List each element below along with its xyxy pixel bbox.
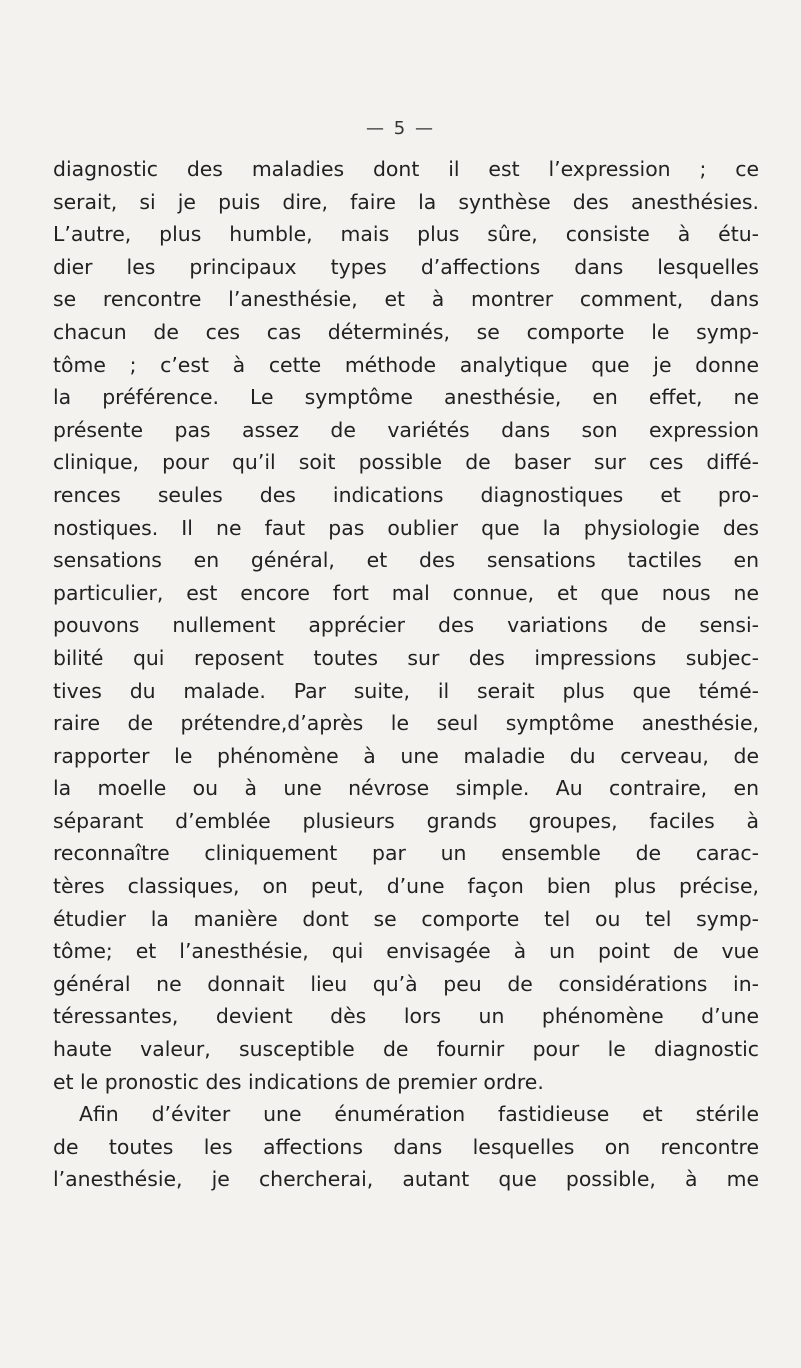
text-line: Afin d’éviter une énumération fastidieuse et stérile <box>79 1102 759 1127</box>
text-line: serait, si je puis dire, faire la synthèse des anesthésies. <box>53 189 759 214</box>
text-line: étudier la manière dont se comporte tel ou tel symp- <box>53 906 759 931</box>
text-line: nostiques. Il ne faut pas oublier que la physiologie des <box>53 515 759 540</box>
paragraph-1 <box>53 153 759 1098</box>
text-line: séparant d’emblée plusieurs grands groupes, faciles à <box>53 808 759 833</box>
text-line: rences seules des indications diagnostiques et pro- <box>53 482 759 507</box>
text-line: général ne donnait lieu qu’à peu de considérations in- <box>53 971 759 996</box>
text-line: présente pas assez de variétés dans son expression <box>53 417 759 442</box>
text-line: tôme ; c’est à cette méthode analytique que je donne <box>53 352 759 377</box>
paragraph-2 <box>53 1098 759 1196</box>
text-line: dier les principaux types d’affections dans lesquelles <box>53 254 759 279</box>
text-line: pouvons nullement apprécier des variations de sensi- <box>53 613 759 638</box>
text-line: l’anesthésie, je chercherai, autant que possible, à me <box>53 1167 759 1192</box>
text-line: L’autre, plus humble, mais plus sûre, consiste à étu- <box>53 222 759 247</box>
body-text <box>53 153 759 1196</box>
text-line: clinique, pour qu’il soit possible de baser sur ces diffé- <box>53 450 759 475</box>
text-line: reconnaître cliniquement par un ensemble de carac- <box>53 841 759 866</box>
text-line: particulier, est encore fort mal connue, et que nous ne <box>53 580 759 605</box>
text-line: raire de prétendre,d’après le seul symptôme anesthésie, <box>53 711 759 736</box>
text-line: téressantes, devient dès lors un phénomène d’une <box>53 1004 759 1029</box>
text-line: la préférence. Le symptôme anesthésie, en effet, ne <box>53 385 759 410</box>
text-line: de toutes les affections dans lesquelles on rencontre <box>53 1134 759 1159</box>
text-line: tères classiques, on peut, d’une façon bien plus précise, <box>53 874 759 899</box>
text-line: chacun de ces cas déterminés, se comporte le symp- <box>53 319 759 344</box>
text-line: haute valeur, susceptible de fournir pour le diagnostic <box>53 1037 759 1062</box>
text-line: la moelle ou à une névrose simple. Au contraire, en <box>53 776 759 801</box>
text-line: diagnostic des maladies dont il est l’expression ; ce <box>53 157 759 181</box>
text-line: se rencontre l’anesthésie, et à montrer comment, dans <box>53 287 759 312</box>
text-line: tôme; et l’anesthésie, qui envisagée à un point de vue <box>53 939 759 964</box>
text-line: tives du malade. Par suite, il serait plus que témé- <box>53 678 759 703</box>
text-line: sensations en général, et des sensations tactiles en <box>53 548 759 573</box>
text-line: et le pronostic des indications de premier ordre. <box>53 1069 544 1094</box>
text-line: rapporter le phénomène à une maladie du cerveau, de <box>53 743 759 768</box>
page-number: — 5 — <box>366 118 435 139</box>
text-line: bilité qui reposent toutes sur des impressions subjec- <box>53 645 759 670</box>
